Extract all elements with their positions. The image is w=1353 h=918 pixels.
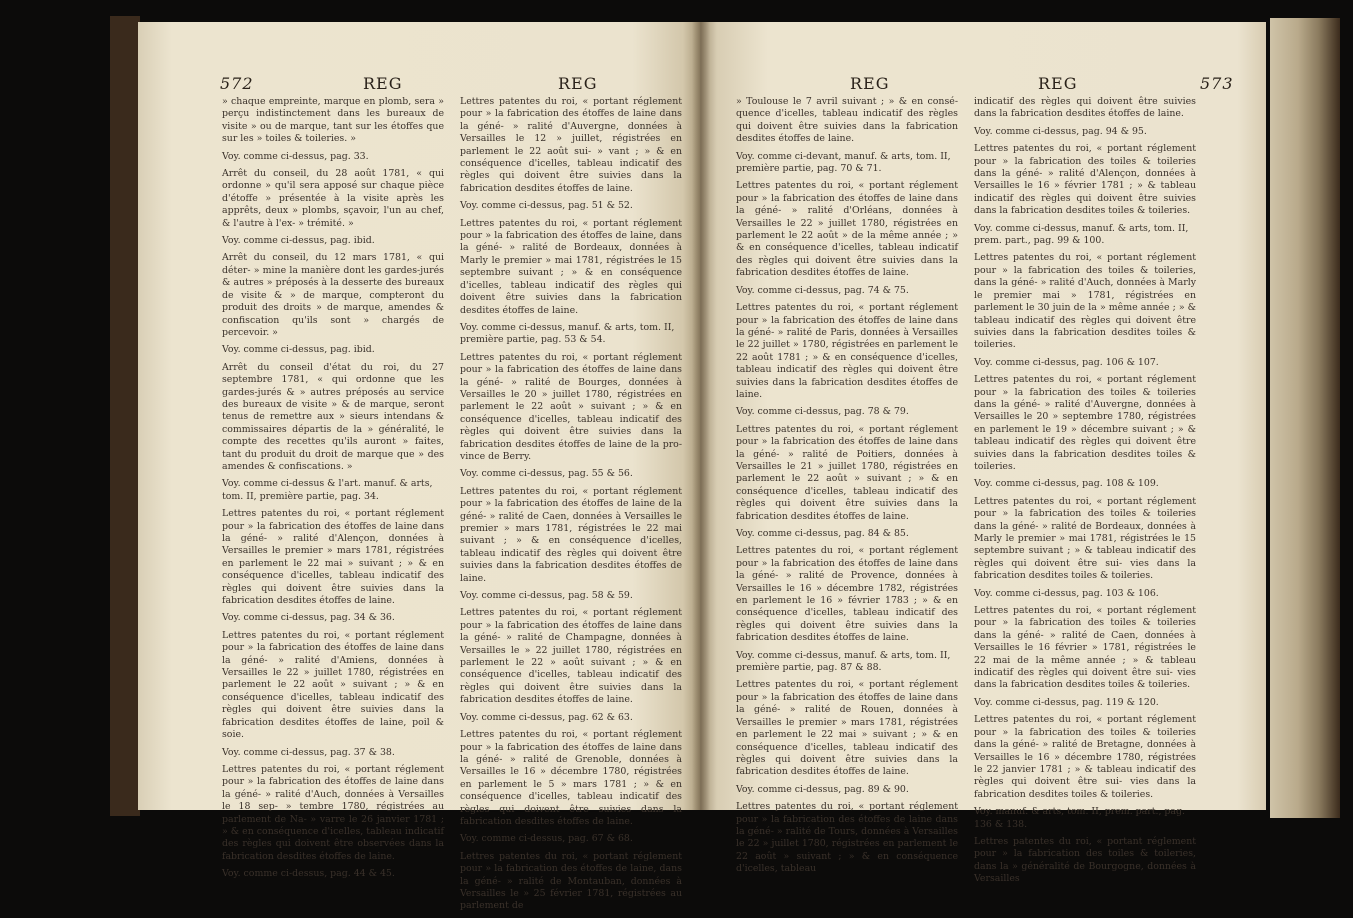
book-cover-left [110,16,140,816]
cross-reference: Voy. comme ci-dessus, manuf. & arts, tom. II, première partie, pag. 53 & 54. [460,321,675,346]
running-head-right: REG [1038,74,1078,93]
entry-paragraph: Lettres patentes du roi, « portant réglement pour » la fabrication des étoffes de laine dans la géné- » ralité d'Auvergne, données à Versailles le 12 » juillet, régistrées en parlement le 22 août sui- » vant ; » & en conséquence d'icelles, tableau indicatif des règles qui doivent être suivies dans la fabrication desdites étoffes de laine. [460,96,682,194]
entry-paragraph: » chaque empreinte, marque en plomb, sera » perçu indistinctement dans les bureaux de visite » ou de marque, tant sur les étoffes que sur les » toiles & toileries. » [222,96,444,145]
running-head-left: REG [363,74,403,93]
cross-reference: Voy. comme ci-dessus, manuf. & arts, tom. II, prem. part., pag. 99 & 100. [974,222,1189,247]
entry-paragraph: » Toulouse le 7 avril suivant ; » & en consé- quence d'icelles, tableau indicatif des règles qui doivent être suivies dans la fabrication desdites étoffes de laine. [736,96,958,145]
right-column-1 [736,96,958,881]
cross-reference: Voy. comme ci-dessus, manuf. & arts, tom. II, première partie, pag. 87 & 88. [736,649,951,674]
entry-paragraph: Lettres patentes du roi, « portant réglement pour » la fabrication des étoffes de laine dans la géné- » ralité d'Amiens, données à Versailles le 22 » juillet 1780, régistrées en parlement le 22 août » suivant ; » & en conséquence d'icelles, tableau indicatif des règles qui doivent être suivies dans la fabrication desdites étoffes de laine, poil & soie. [222,629,444,741]
entry-paragraph: Lettres patentes du roi, « portant réglement pour » la fabrication des étoffes de laine dans la géné- » ralité d'Orléans, données à Versailles le 22 » juillet 1780, régistrées en parlement le 22 août » de la même année ; » & en conséquence d'icelles, tableau indicatif des règles qui doivent être suivies dans la fabrication desdites étoffes de laine. [736,180,958,279]
cross-reference: Voy. comme ci-dessus, pag. 62 & 63. [460,711,633,723]
entry-paragraph: Arrêt du conseil, du 12 mars 1781, « qui déter- » mine la manière dont les gardes-jurés & autres » préposés à la desserte des bureaux de visite & » de marque, compteront du produit des droits » de marque, amendes & confiscation qu'ils sont » chargés de percevoir. » [222,252,444,338]
cross-reference: Voy. comme ci-dessus, pag. 37 & 38. [222,746,395,758]
entry-paragraph: Lettres patentes du roi, « portant réglement pour » la fabrication des toiles & toileries, dans la » généralité de Bourgogne, données à Versailles [974,835,1196,885]
entry-paragraph: Lettres patentes du roi, « portant réglement pour » la fabrication des étoffes de laine dans la géné- » ralité de Tours, données à Versailles le 22 » juillet 1780, régistrées en parlement le 22 août » suivant ; » & en conséquence d'icelles, tableau [736,801,958,875]
entry-paragraph: Lettres patentes du roi, « portant réglement pour » la fabrication des toiles & toileries dans la géné- » ralité d'Auvergne, données à Versailles le 20 » septembre 1780, régistrées en parlement le 19 » décembre suivant ; » & tableau indicatif des règles qui doivent être suivies dans la fabrication desdites toiles & toileries. [974,374,1196,472]
cross-reference: Voy. comme ci-dessus, pag. ibid. [222,344,375,356]
cross-reference: Voy. comme ci-dessus, pag. 119 & 120. [974,696,1159,708]
cross-reference: Voy. comme ci-dessus, pag. 44 & 45. [222,868,395,880]
book-page-edges [1270,18,1340,818]
entry-paragraph: Arrêt du conseil, du 28 août 1781, « qui ordonne » qu'il sera apposé sur chaque pièce d'étoffe » présentée à la visite après les apprêts, deux » plombs, sçavoir, l'un au chef, & l'autre à l'ex- » trémité. » [222,168,444,229]
page-number-right: 573 [1200,74,1234,93]
cross-reference: Voy. comme ci-dessus, pag. 89 & 90. [736,783,909,795]
cross-reference: Voy. comme ci-dessus, pag. 94 & 95. [974,125,1147,137]
cross-reference: Voy. comme ci-dessus, pag. 103 & 106. [974,587,1159,599]
cross-reference: Voy. comme ci-dessus, pag. 108 & 109. [974,478,1159,490]
cross-reference: Voy. comme ci-dessus, pag. 51 & 52. [460,200,633,212]
entry-paragraph: Lettres patentes du roi, « portant réglement pour » la fabrication des étoffes de laine dans la géné- » ralité de Bourges, données à Versailles le 20 » juillet 1780, régistrées en parlement le 22 août » suivant ; » & en conséquence d'icelles, tableau indicatif des règles qui doivent être suivies dans la fabrication desdites étoffes de laine de la pro- vince de Berry. [460,351,682,462]
entry-paragraph: Lettres patentes du roi, « portant réglement pour » la fabrication des étoffes de laine dans la géné- » ralité de Champagne, données à Versailles le » 22 juillet 1780, régistrées en parlement le 22 » août suivant ; » & en conséquence d'icelles, tableau indicatif des règles qui doivent être suivies dans la fabrication desdites étoffes de laine. [460,607,682,706]
cross-reference: Voy. comme ci-dessus, pag. 84 & 85. [736,528,909,539]
running-head-right-center: REG [850,74,890,93]
entry-paragraph: Lettres patentes du roi, « portant réglement pour » la fabrication des étoffes de laine dans la géné- » ralité d'Auch, données à Versailles le 18 sep- » tembre 1780, régistrées au parlement de Na- » varre le 26 janvier 1781 ; » & en conséquence d'icelles, tableau indicatif des règles qui doivent être observées dans la fabrication desdites étoffes de laine. [222,763,444,862]
entry-paragraph: indicatif des règles qui doivent être suivies dans la fabrication desdites étoffes de laine. [974,96,1196,120]
right-page [700,22,1266,885]
cross-reference: Voy. comme ci-dessus, pag. 74 & 75. [736,284,909,296]
left-page [138,22,700,912]
cross-reference: Voy. comme ci-dessus & l'art. manuf. & arts, tom. II, première partie, pag. 34. [222,478,433,502]
entry-paragraph: Lettres patentes du roi, « portant réglement pour » la fabrication des toiles & toileries dans la géné- » ralité de Caen, données à Versailles le 16 février » 1781, régistrées le 22 mai de la même année ; » & tableau indicatif des règles qui doivent être sui- vies dans la fabrication desdites toiles & toileries. [974,605,1196,691]
page-number-left: 572 [220,74,254,93]
entry-paragraph: Lettres patentes du roi, « portant réglement pour » la fabrication des étoffes de laine dans la géné- » ralité de Provence, données à Versailles le 16 » décembre 1782, régistrées en parlement le 16 » février 1783 ; » & en conséquence d'icelles, tableau indicatif des règles qui doivent être suivies dans la fabrication desdites étoffes de laine. [736,545,958,644]
entry-paragraph: Lettres patentes du roi, « portant réglement pour » la fabrication des étoffes de laine, dans la géné- » ralité de Montauban, données à Versailles le » 25 février 1781, régistrées au parlement de [460,850,682,912]
cross-reference: Voy. comme ci-devant, manuf. & arts, tom. II, première partie, pag. 70 & 71. [736,150,951,175]
entry-paragraph: Lettres patentes du roi, « portant réglement pour » la fabrication des étoffes de laine de la géné- » ralité de Caen, données à Versailles le premier » mars 1781, régistrées le 22 mai suivant ; » & en conséquence d'icelles, tableau indicatif des règles qui doivent être suivies dans la fabrication desdites étoffes de laine. [460,485,682,584]
entry-paragraph: Lettres patentes du roi, « portant réglement pour » la fabrication des étoffes de laine dans la géné- » ralité de Rouen, données à Versailles le premier » mars 1781, régistrées en parlement le 22 mai » suivant ; » & en conséquence d'icelles, tableau indicatif des règles qui doivent être suivies dans la fabrication desdites étoffes de laine. [736,679,958,778]
cross-reference: Voy. comme ci-dessus, pag. 67 & 68. [460,833,633,845]
cross-reference: Voy. comme ci-dessus, pag. ibid. [222,235,375,247]
entry-paragraph: Lettres patentes du roi, « portant réglement pour » la fabrication des étoffes de laine dans la géné- » ralité de Grenoble, données à Versailles le 16 » décembre 1780, régistrées en parlement le 5 » mars 1781 ; » & en conséquence d'icelles, tableau indicatif des règles qui doivent être suivies dans la fabrication desdites étoffes de laine. [460,729,682,827]
entry-paragraph: Lettres patentes du roi, « portant réglement pour » la fabrication des étoffes de laine dans la géné- » ralité d'Alençon, données à Versailles le premier » mars 1781, régistrées en parlement le 22 mai » suivant ; » & en conséquence d'icelles, tableau indicatif des règles qui doivent être suivies dans la fabrication desdites étoffes de laine. [222,508,444,607]
entry-paragraph: Lettres patentes du roi, « portant réglement pour » la fabrication des étoffes de laine, dans la géné- » ralité de Bordeaux, données à Marly le premier » mai 1781, régistrées le 15 septembre suivant ; » & en conséquence d'icelles, tableau indicatif des règles qui doivent être suivies dans la fabrication desdites étoffes de laine. [460,217,682,316]
entry-paragraph: Lettres patentes du roi, « portant réglement pour » la fabrication des toiles & toileries, dans la géné- » ralité d'Auch, données à Marly le premier mai » 1781, régistrées en parlement le 30 juin de la » même année ; » & tableau indicatif des règles qui doivent être suivies dans la fabrication desdites toiles & toileries. [974,252,1196,351]
book-gutter [692,22,710,810]
entry-paragraph: Lettres patentes du roi, « portant réglement pour » la fabrication des toiles & toileries dans la géné- » ralité d'Alençon, données à Versailles le 16 » février 1781 ; » & tableau indicatif des règles qui doivent être suivies dans la fabrication desdites toiles & toileries. [974,143,1196,217]
entry-paragraph: Lettres patentes du roi, « portant réglement pour » la fabrication des toiles & toileries dans la géné- » ralité de Bretagne, données à Versailles le 16 » décembre 1780, régistrées le 22 janvier 1781 ; » & tableau indicatif des règles qui doivent être sui- vies dans la fabrication desdites toiles & toileries. [974,714,1196,800]
entry-paragraph: Arrêt du conseil d'état du roi, du 27 septembre 1781, « qui ordonne que les gardes-jurés & » autres préposés au service des bureaux de visite » & de marque, seront tenus de remettre aux » sieurs intendans & commissaires départis de la » généralité, le compte des recettes qu'ils auront » faites, tant du produit du droit de marque que » des amendes & confiscations. » [222,361,444,472]
entry-paragraph: Lettres patentes du roi, « portant réglement pour » la fabrication des toiles & toileries dans la géné- » ralité de Bordeaux, données à Marly le premier » mai 1781, régistrées le 15 septembre suivant ; » & tableau indicatif des règles qui doivent être sui- vies dans la fabrication desdites toiles & toileries. [974,495,1196,582]
running-head-left-center: REG [558,74,598,93]
entry-paragraph: Lettres patentes du roi, « portant réglement pour » la fabrication des étoffes de laine dans la géné- » ralité de Paris, données à Versailles le 22 juillet » 1780, régistrées en parlement le 22 août 1781 ; » & en conséquence d'icelles, tableau indicatif des règles qui doivent être suivies dans la fabrication desdites étoffes de laine. [736,302,958,400]
left-column-2 [460,96,682,918]
book-spread [120,22,1300,912]
cross-reference: Voy. comme ci-dessus, pag. 78 & 79. [736,406,909,418]
cross-reference: Voy. comme ci-dessus, pag. 58 & 59. [460,590,633,602]
cross-reference: Voy. comme ci-dessus, pag. 106 & 107. [974,356,1159,368]
entry-paragraph: Lettres patentes du roi, « portant réglement pour » la fabrication des étoffes de laine dans la géné- » ralité de Poitiers, données à Versailles le 21 » juillet 1780, régistrées en parlement le 22 août » suivant ; » & en conséquence d'icelles, tableau indicatif des règles qui doivent être suivies dans la fabrication desdites étoffes de laine. [736,423,958,522]
cross-reference: Voy. manuf. & arts, tom. II, prem. part., pag. 136 & 138. [974,806,1186,830]
cross-reference: Voy. comme ci-dessus, pag. 33. [222,150,369,162]
right-column-2 [974,96,1196,891]
left-column-1 [222,96,444,886]
cross-reference: Voy. comme ci-dessus, pag. 34 & 36. [222,612,395,624]
cross-reference: Voy. comme ci-dessus, pag. 55 & 56. [460,468,633,480]
